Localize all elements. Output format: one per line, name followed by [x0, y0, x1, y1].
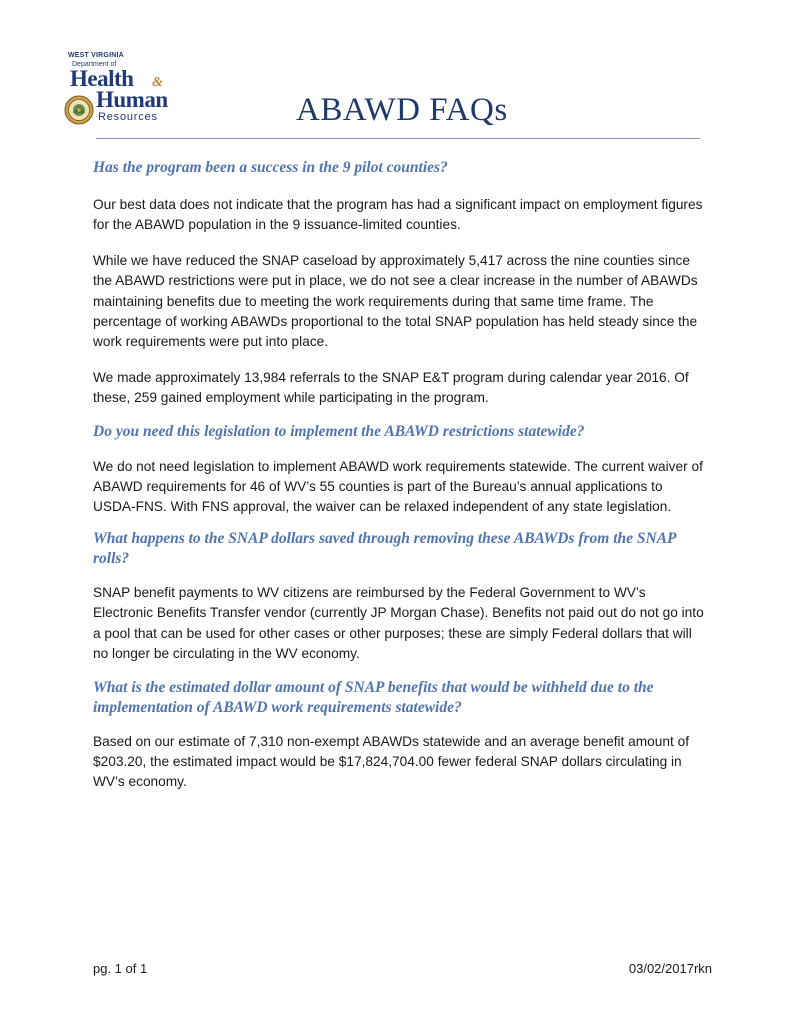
- footer-date: 03/02/2017rkn: [628, 961, 712, 976]
- logo-ampersand: &: [152, 75, 163, 90]
- header-divider: [96, 138, 700, 139]
- faq-question: Has the program been a success in the 9 pilot counties?: [93, 159, 448, 176]
- faq-answer: SNAP benefit payments to WV citizens are reimbursed by the Federal Government to WV’s Electronic Benefits Transfer vendor (currently JP Morgan Chase). Benefits not paid out do not go into a pool that can be used for other cases or other purposes; these are simply Federal dollars that will no longer be circulating in the WV economy.: [93, 584, 704, 662]
- wv-dhhr-logo: [62, 52, 192, 132]
- faq-answer: We do not need legislation to implement ABAWD work requirements statewide. The current waiver of ABAWD requirements for 46 of WV’s 55 counties is part of the Bureau’s annual applications to USDA-FNS. With FNS approval, the waiver can be relaxed independent of any state legislation.: [93, 458, 703, 515]
- faq-question: What happens to the SNAP dollars saved through removing these ABAWDs from the SNAP rolls?: [93, 529, 676, 567]
- state-seal-icon: [64, 95, 94, 125]
- faq-question: What is the estimated dollar amount of SNAP benefits that would be withheld due to the implementation of ABAWD work requirements statewide?: [93, 678, 654, 716]
- page-title: ABAWD FAQs: [296, 92, 508, 128]
- logo-department: Department of: [72, 61, 117, 68]
- logo-state: WEST VIRGINIA: [68, 52, 124, 59]
- faq-content: [93, 154, 705, 793]
- faq-answer: We made approximately 13,984 referrals to the SNAP E&T program during calendar year 2016. Of these, 259 gained employment while participating in the program.: [93, 369, 689, 406]
- logo-human: Human: [96, 87, 168, 112]
- faq-answer: Based on our estimate of 7,310 non-exempt ABAWDs statewide and an average benefit amount of $203.20, the estimated impact would be $17,824,704.00 fewer federal SNAP dollars circulating in WV’s economy.: [93, 733, 690, 790]
- page-number: pg. 1 of 1: [93, 961, 148, 976]
- faq-answer: While we have reduced the SNAP caseload by approximately 5,417 across the nine counties since the ABAWD restrictions were put in place, we do not see a clear increase in the number of ABAWDs maintaining benefits due to meeting the work requirements during that same time frame. The percentage of working ABAWDs proportional to the total SNAP population has held steady since the work requirements were put into place.: [93, 252, 698, 350]
- logo-health: Health: [70, 66, 134, 91]
- faq-question: Do you need this legislation to implement the ABAWD restrictions statewide?: [93, 422, 585, 440]
- logo-resources: Resources: [98, 111, 158, 123]
- faq-answer: Our best data does not indicate that the program has had a significant impact on employment figures for the ABAWD population in the 9 issuance-limited counties.: [93, 197, 703, 233]
